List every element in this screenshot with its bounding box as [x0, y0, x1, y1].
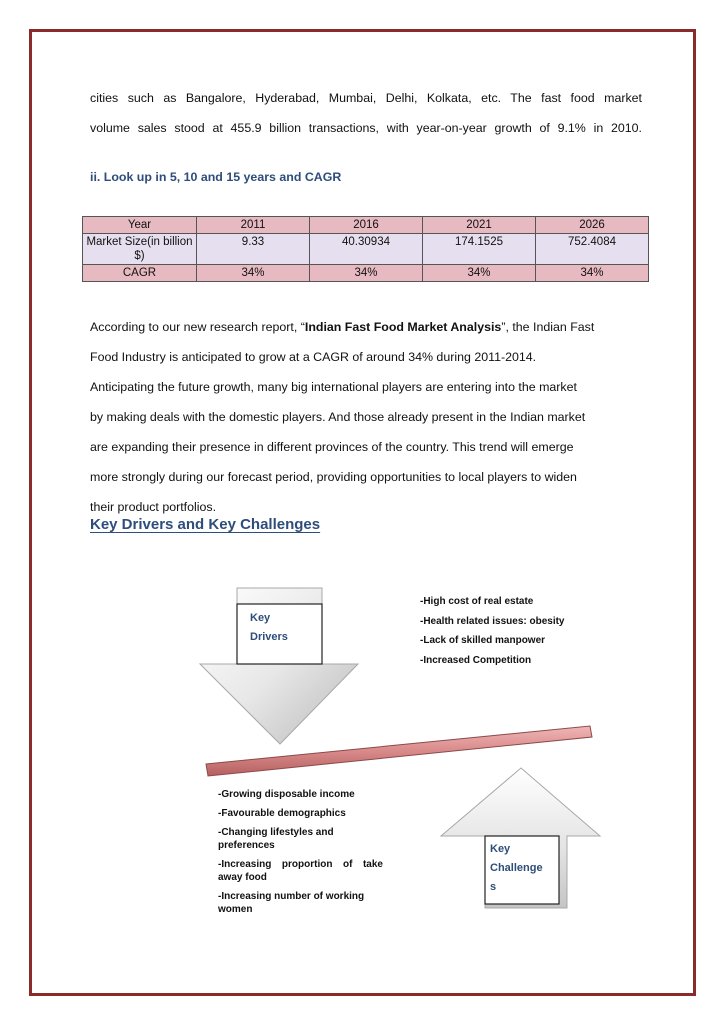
driver-item: preferences [218, 840, 275, 851]
challenges-box-line: s [490, 881, 497, 893]
challenge-item: -Increased Competition [420, 654, 532, 666]
challenge-item: -High cost of real estate [420, 596, 534, 607]
seesaw-bar [206, 726, 592, 776]
driver-item: -Favourable demographics [218, 808, 346, 819]
table-cell: 34% [310, 265, 423, 282]
research-line-3: Anticipating the future growth, many big international players are entering into the market [90, 380, 577, 394]
table-cell: 2021 [423, 217, 536, 234]
challenge-item: -Lack of skilled manpower [420, 635, 546, 646]
challenges-list [420, 592, 565, 670]
research-line-2: Food Industry is anticipated to grow at a CAGR of around 34% during 2011-2014. [90, 350, 537, 364]
challenges-box-line: Key [490, 843, 511, 855]
key-challenges-label [490, 840, 543, 897]
table-cell: Market Size(in billion $) [83, 234, 197, 265]
intro-line-2: volume sales stood at 455.9 billion transactions, with year-on-year growth of 9.1% in 2010. [90, 121, 642, 135]
table-cell: 34% [197, 265, 310, 282]
table-cell: 40.30934 [310, 234, 423, 265]
challenge-item: -Health related issues: obesity [420, 615, 565, 627]
section-heading: ii. Look up in 5, 10 and 15 years and CAGR [90, 170, 342, 184]
research-line-5: are expanding their presence in different provinces of the country. This trend will emerge [90, 440, 574, 454]
report-title: Indian Fast Food Market Analysis [304, 320, 502, 334]
table-cell: CAGR [83, 265, 197, 282]
research-line-6: more strongly during our forecast period, providing opportunities to local players to widen [90, 470, 577, 484]
table-cell: Year [83, 217, 197, 234]
table-cell: 752.4084 [536, 234, 649, 265]
table-cell: 2011 [197, 217, 310, 234]
driver-item: -Growing disposable income [218, 789, 355, 800]
drivers-box-line: Key [250, 612, 271, 624]
driver-item: women [218, 904, 253, 915]
driver-item: -Changing lifestyles and [218, 827, 334, 838]
driver-item: away food [218, 872, 267, 883]
research-suffix: ”, the Indian Fast [501, 320, 595, 334]
research-line-4: by making deals with the domestic players. And those already present in the Indian market [90, 410, 586, 424]
key-drivers-label [250, 609, 288, 647]
drivers-list [218, 788, 383, 916]
research-prefix: According to our new research report, “ [90, 320, 305, 334]
drivers-box-line: Drivers [250, 631, 288, 643]
research-line-7: their product portfolios. [90, 500, 217, 514]
driver-item: -Increasing number of working [218, 891, 365, 902]
table-cell: 9.33 [197, 234, 310, 265]
table-cell: 2026 [536, 217, 649, 234]
table-cell: 34% [423, 265, 536, 282]
driver-item: -Increasing proportion of take [218, 859, 383, 870]
challenges-box-line: Challenge [490, 862, 543, 874]
drivers-challenges-heading: Key Drivers and Key Challenges [90, 516, 321, 533]
table-cell: 174.1525 [423, 234, 536, 265]
table-cell: 34% [536, 265, 649, 282]
intro-line-1: cities such as Bangalore, Hyderabad, Mumbai, Delhi, Kolkata, etc. The fast food market [90, 91, 642, 105]
table-cell: 2016 [310, 217, 423, 234]
